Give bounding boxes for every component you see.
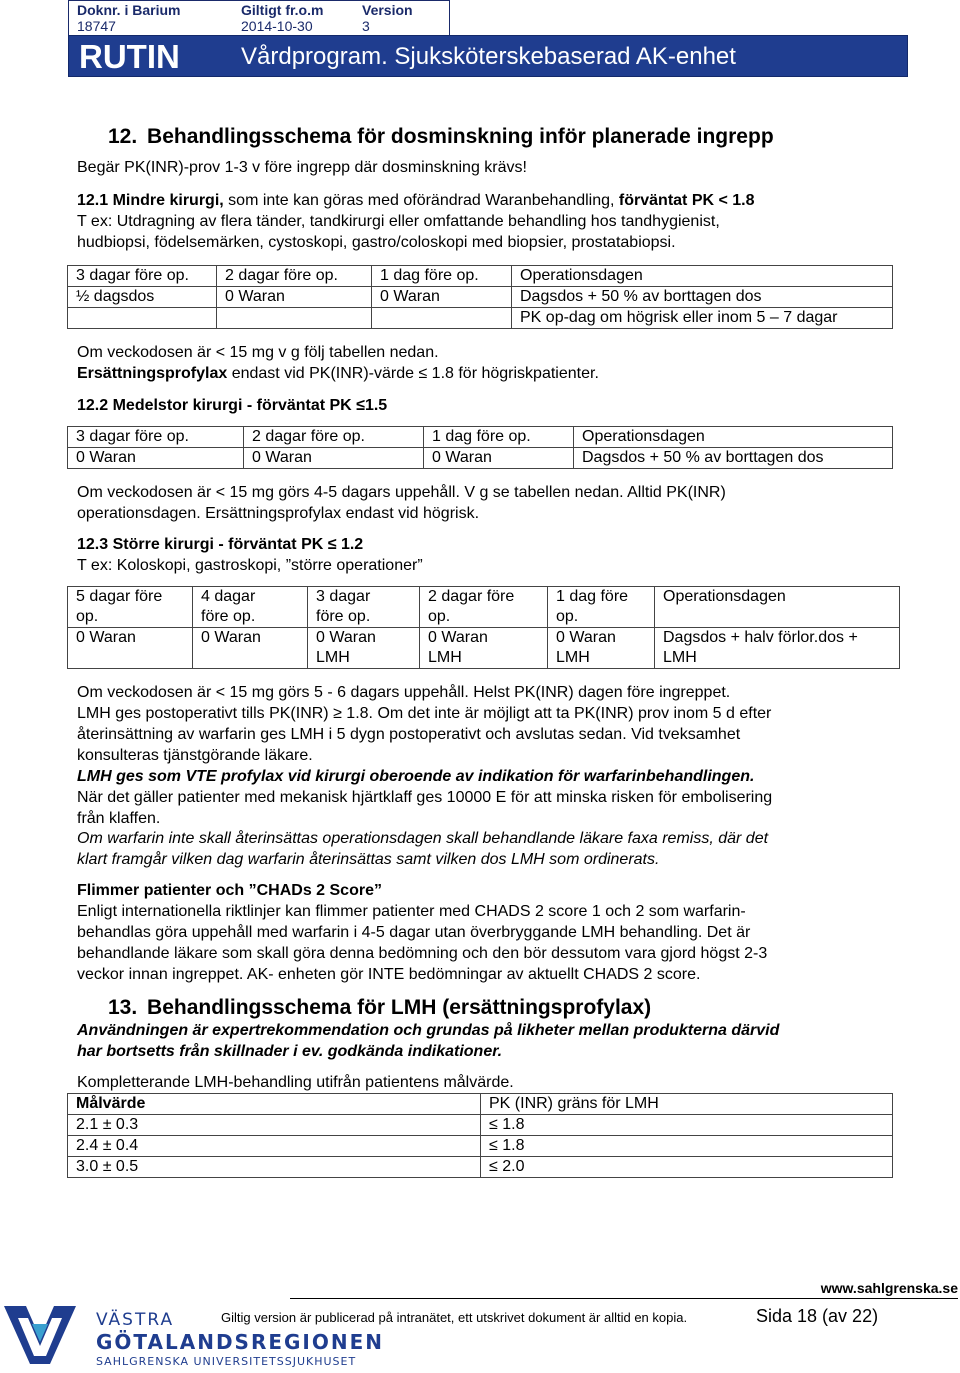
p-remiss-line2: klart framgår vilken dag warfarin återinsättas samt vilken dos LMH som ordinerats. [77, 851, 660, 868]
version-value: 3 [362, 18, 370, 34]
s121-desc: som inte kan göras med oförändrad Waranbehandling, [223, 192, 619, 209]
cell-line: op. [556, 608, 579, 625]
table-row [68, 587, 900, 628]
intro-text: Begär PK(INR)-prov 1-3 v före ingrepp där dosminskning krävs! [77, 159, 527, 176]
note-veckodos: Om veckodosen är < 15 mg v g följ tabellen nedan. [77, 344, 439, 361]
table-cell: PK op-dag om högrisk eller inom 5 – 7 dagar [512, 308, 893, 329]
p-lmh-line3: konsulteras tjänstgörande läkare. [77, 747, 313, 764]
table-cell: 2 dagar före op. [244, 427, 424, 448]
table-cell: Dagsdos + 50 % av borttagen dos [512, 287, 893, 308]
s122-heading: 12.2 Medelstor kirurgi - förväntat PK ≤1.5 [77, 397, 388, 414]
document-meta [68, 0, 450, 36]
cell-line: 1 dag före [556, 588, 629, 605]
footer-divider [290, 1298, 958, 1299]
cell-line: op. [428, 608, 451, 625]
cell-line: 0 Waran [201, 629, 261, 646]
table-cell: 2.1 ± 0.3 [68, 1115, 481, 1136]
cell-line: LMH [663, 649, 697, 666]
section-title: Behandlingsschema för dosminskning inför planerade ingrepp [147, 125, 774, 148]
s122-note-line2: operationsdagen. Ersättningsprofylax endast vid högrisk. [77, 505, 480, 522]
s121-example-line2: hudbiopsi, födelsemärken, cystoskopi, gastro/coloskopi med biopsier, prostatabiopsi. [77, 234, 676, 251]
cell-line: före op. [201, 608, 256, 625]
table-row [68, 448, 893, 469]
s13-subtitle-line2: har bortsetts från skillnader i ev. godkända indikationer. [77, 1043, 503, 1060]
note-ersattning-bold: Ersättningsprofylax [77, 365, 228, 382]
s121-heading [77, 190, 755, 211]
table-cell: Operationsdagen [574, 427, 893, 448]
s13-intro: Kompletterande LMH-behandling utifrån patientens målvärde. [77, 1074, 514, 1091]
table-row [68, 628, 900, 669]
giltigt-label: Giltigt fr.o.m [241, 2, 324, 18]
doknr-label: Doknr. i Barium [77, 2, 181, 18]
table-cell [548, 628, 655, 669]
table-header-cell: PK (INR) gräns för LMH [481, 1094, 893, 1115]
table-cell [655, 628, 900, 669]
s122-note-line1: Om veckodosen är < 15 mg görs 4-5 dagars uppehåll. V g se tabellen nedan. Alltid PK(INR) [77, 484, 726, 501]
table-header-row [68, 1094, 893, 1115]
table-cell: Dagsdos + 50 % av borttagen dos [574, 448, 893, 469]
table-cell: 0 Waran [68, 448, 244, 469]
logo-text-gotalandsregionen: GÖTALANDSREGIONEN [96, 1330, 385, 1354]
cell-line: LMH [316, 649, 350, 666]
section-12-heading [108, 124, 774, 150]
table-cell [193, 587, 308, 628]
section-number: 12. [108, 125, 138, 148]
table-row [68, 1136, 893, 1157]
s123-example: T ex: Koloskopi, gastroskopi, ”större operationer” [77, 557, 423, 574]
document-title: Vårdprogram. Sjuksköterskebaserad AK-enhet [241, 43, 736, 70]
table-row [68, 266, 893, 287]
p-uppehall: Om veckodosen är < 15 mg görs 5 - 6 dagars uppehåll. Helst PK(INR) dagen före ingreppet. [77, 684, 731, 701]
p-remiss-line1: Om warfarin inte skall återinsättas operationsdagen skall behandlande läkare faxa remiss, där det [77, 830, 769, 847]
p-lmh-line1: LMH ges postoperativt tills PK(INR) ≥ 1.8. Om det inte är möjligt att ta PK(INR) prov inom 5 d efter [77, 705, 772, 722]
table-cell: ≤ 1.8 [481, 1115, 893, 1136]
giltigt-value: 2014-10-30 [241, 18, 313, 34]
section-number: 13. [108, 996, 138, 1019]
table-row [68, 427, 893, 448]
s121-title: 12.1 Mindre kirurgi, [77, 192, 224, 209]
cell-line: före op. [316, 608, 371, 625]
cell-line: 0 Waran [428, 629, 488, 646]
logo-text-sahlgrenska: SAHLGRENSKA UNIVERSITETSSJUKHUSET [96, 1355, 357, 1368]
table-cell [308, 587, 420, 628]
table-cell [420, 628, 548, 669]
page-number: Sida 18 (av 22) [756, 1306, 879, 1326]
table-cell: 0 Waran [244, 448, 424, 469]
logo-text-vastra: VÄSTRA [96, 1310, 175, 1330]
table-cell [308, 628, 420, 669]
table-cell: 0 Waran [424, 448, 574, 469]
p-hjartklaff-line1: När det gäller patienter med mekanisk hjärtklaff ges 10000 E för att minska risken för embolisering [77, 789, 773, 806]
cell-line: 0 Waran [76, 629, 136, 646]
cell-line: Operationsdagen [663, 588, 786, 605]
table-cell [420, 587, 548, 628]
table-121 [67, 265, 893, 329]
table-cell: 1 dag före op. [424, 427, 574, 448]
vgr-logo-icon [4, 1298, 76, 1372]
table-cell [68, 587, 193, 628]
table-cell: 2.4 ± 0.4 [68, 1136, 481, 1157]
table-cell: 0 Waran [372, 287, 512, 308]
table-cell [193, 628, 308, 669]
table-row [68, 308, 893, 329]
table-header-cell: Målvärde [68, 1094, 481, 1115]
table-cell: ≤ 1.8 [481, 1136, 893, 1157]
table-cell: 0 Waran [217, 287, 372, 308]
table-cell: 3.0 ± 0.5 [68, 1157, 481, 1178]
version-label: Version [362, 2, 413, 18]
cell-line: 3 dagar [316, 588, 371, 605]
cell-line: 5 dagar före [76, 588, 163, 605]
table-cell: 1 dag före op. [372, 266, 512, 287]
flimmer-line4: veckor innan ingreppet. AK- enheten gör INTE bedömningar av aktuellt CHADS 2 score. [77, 966, 701, 983]
table-cell: 2 dagar före op. [217, 266, 372, 287]
p-lmh-line2: återinsättning av warfarin ges LMH i 5 dygn postoperativt och avslutas sedan. Vid tveksamhet [77, 726, 741, 743]
s121-example-line1: T ex: Utdragning av flera tänder, tandkirurgi eller omfattande behandling hos tandhygienist, [77, 213, 720, 230]
cell-line: Dagsdos + halv förlor.dos + [663, 629, 858, 646]
cell-line [76, 648, 184, 668]
table-cell [372, 308, 512, 329]
table-row [68, 1157, 893, 1178]
table-lmh [67, 1093, 893, 1178]
table-row [68, 1115, 893, 1136]
table-cell: 3 dagar före op. [68, 427, 244, 448]
cell-line: 4 dagar [201, 588, 256, 605]
table-cell: ≤ 2.0 [481, 1157, 893, 1178]
note-ersattning-rest: endast vid PK(INR)-värde ≤ 1.8 för högriskpatienter. [227, 365, 599, 382]
cell-line: 0 Waran [556, 629, 616, 646]
flimmer-line1: Enligt internationella riktlinjer kan flimmer patienter med CHADS 2 score 1 och 2 som warfarin- [77, 903, 746, 920]
p-vte: LMH ges som VTE profylax vid kirurgi oberoende av indikation för warfarinbehandlingen. [77, 768, 755, 785]
table-cell [68, 308, 217, 329]
table-cell [655, 587, 900, 628]
table-cell: 3 dagar före op. [68, 266, 217, 287]
footer-validity-note: Giltig version är publicerad på intranätet, ett utskrivet dokument är alltid en kopia. [221, 1310, 688, 1325]
doknr-value: 18747 [77, 18, 116, 34]
table-row [68, 287, 893, 308]
table-123 [67, 586, 900, 669]
s123-heading: 12.3 Större kirurgi - förväntat PK ≤ 1.2 [77, 536, 364, 553]
footer-url: www.sahlgrenska.se [820, 1280, 958, 1296]
header-band [68, 35, 908, 77]
cell-line [663, 607, 891, 627]
table-cell: Operationsdagen [512, 266, 893, 287]
s121-target: förväntat PK < 1.8 [618, 192, 755, 209]
flimmer-line2: behandlas göra uppehåll med warfarin i 4-5 dagar utan överbryggande LMH behandling. Det är [77, 924, 751, 941]
document-type: RUTIN [79, 38, 180, 75]
table-cell: ½ dagsdos [68, 287, 217, 308]
cell-line: 2 dagar före [428, 588, 515, 605]
note-ersattning [77, 363, 599, 384]
table-cell [548, 587, 655, 628]
cell-line: LMH [428, 649, 462, 666]
flimmer-line3: behandlande läkare som skall göra denna bedömning och den bör dessutom vara gjord högst 2-3 [77, 945, 768, 962]
table-122 [67, 426, 893, 469]
section-13-heading [108, 995, 651, 1021]
cell-line: op. [76, 608, 99, 625]
section-title: Behandlingsschema för LMH (ersättningsprofylax) [147, 996, 652, 1019]
flimmer-heading: Flimmer patienter och ”CHADs 2 Score” [77, 882, 382, 899]
cell-line: 0 Waran [316, 629, 376, 646]
table-cell [217, 308, 372, 329]
table-cell [68, 628, 193, 669]
cell-line [201, 648, 299, 668]
cell-line: LMH [556, 649, 590, 666]
p-hjartklaff-line2: från klaffen. [77, 810, 161, 827]
s13-subtitle-line1: Användningen är expertrekommendation och grundas på likheter mellan produkterna därvid [77, 1022, 780, 1039]
